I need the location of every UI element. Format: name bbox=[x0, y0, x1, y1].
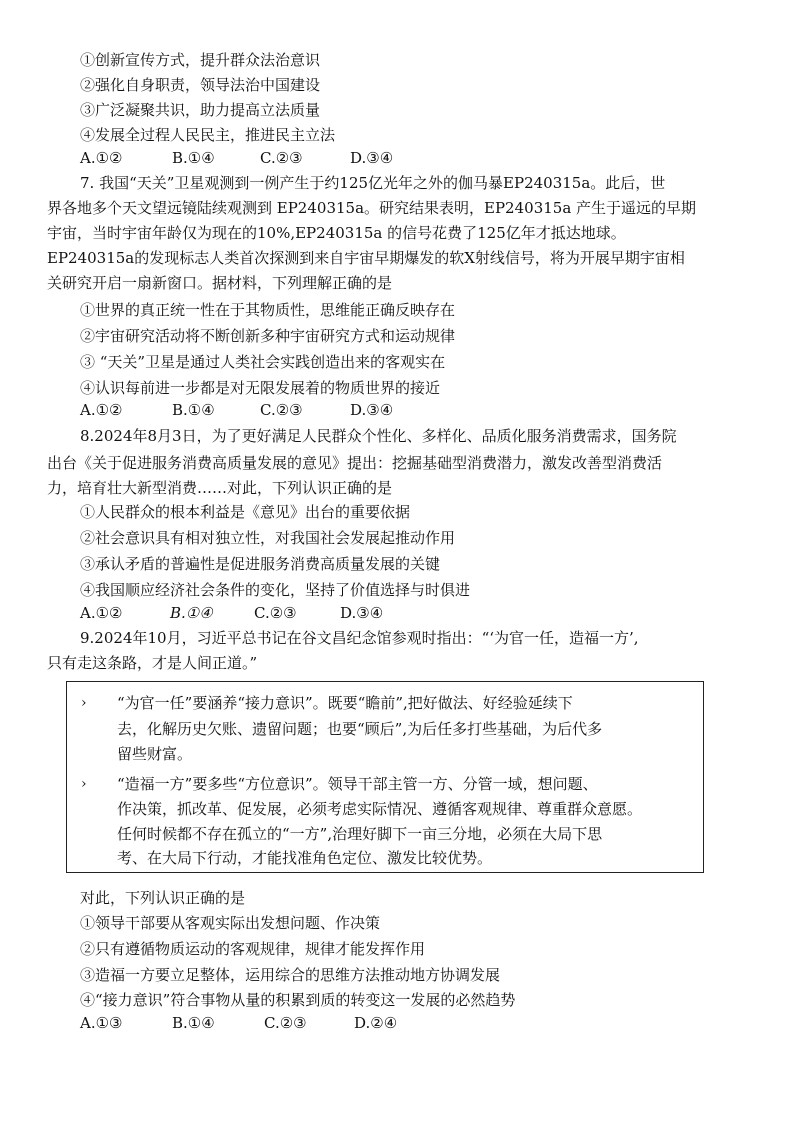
bullet-arrow-icon: › bbox=[81, 776, 87, 792]
quote-p1-line-2: 去，化解历史欠账、遗留问题；也要“顾后”,为后任多打些基础，为后代多 bbox=[117, 720, 603, 738]
q8-item-2: ②社会意识具有相对独立性，对我国社会发展起推动作用 bbox=[80, 529, 456, 547]
q9-stem-line-1: 9.2024年10月，习近平总书记在谷文昌纪念馆参观时指出：“‘为官一任，造福一方’, bbox=[80, 629, 639, 647]
q9-options bbox=[80, 1012, 397, 1034]
quote-p2-line-4: 考、在大局下行动，才能找准角色定位、激发比较优势。 bbox=[117, 849, 493, 867]
q8-stem-line-1: 8.2024年8月3日，为了更好满足人民群众个性化、多样化、品质化服务消费需求，国务院 bbox=[80, 427, 677, 445]
q9-item-4: ④“接力意识”符合事物从量的积累到质的转变这一发展的必然趋势 bbox=[80, 991, 516, 1009]
q9-option-c: C.②③ bbox=[264, 1014, 307, 1032]
q8-item-3: ③承认矛盾的普遍性是促进服务消费高质量发展的关键 bbox=[80, 555, 441, 573]
q6-option-c: C.②③ bbox=[260, 149, 303, 167]
q9-item-2: ②只有遵循物质运动的客观规律，规律才能发挥作用 bbox=[80, 940, 426, 958]
quote-p1-line-1: “为官一任”要涵养“接力意识”。既要“瞻前”,把好做法、好经验延续下 bbox=[117, 694, 573, 712]
q7-item-2: ②宇宙研究活动将不断创新多种宇宙研究方式和运动规律 bbox=[80, 327, 456, 345]
quote-p1-line-3: 留些财富。 bbox=[117, 745, 193, 763]
q9-option-b: B.①④ bbox=[172, 1014, 215, 1032]
bullet-arrow-icon: › bbox=[81, 695, 87, 711]
q6-item-1: ①创新宣传方式，提升群众法治意识 bbox=[80, 51, 321, 69]
q7-stem-line-4: EP240315a的发现标志人类首次探测到来自宇宙早期爆发的软X射线信号，将为开展早期宇宙相 bbox=[47, 249, 685, 267]
q8-options bbox=[80, 602, 383, 624]
q6-option-d: D.③④ bbox=[350, 149, 394, 167]
q8-stem-line-2: 出台《关于促进服务消费高质量发展的意见》提出：挖掘基础型消费潜力，激发改善型消费活 bbox=[47, 454, 663, 472]
q7-option-c: C.②③ bbox=[260, 401, 303, 419]
q8-option-b: B.①④ bbox=[170, 604, 213, 622]
q7-item-4: ④认识每前进一步都是对无限发展着的物质世界的接近 bbox=[80, 379, 441, 397]
q7-option-d: D.③④ bbox=[350, 401, 394, 419]
quote-p2-line-1: “造福一方”要多些“方位意识”。领导干部主管一方、分管一域，想问题、 bbox=[117, 775, 598, 793]
q9-stem-line-2: 只有走这条路，才是人间正道。” bbox=[47, 654, 258, 672]
q7-option-b: B.①④ bbox=[172, 401, 215, 419]
q6-options bbox=[80, 147, 393, 169]
q7-stem-line-5: 关研究开启一扇新窗口。据材料，下列理解正确的是 bbox=[47, 274, 393, 292]
quote-box bbox=[66, 681, 704, 873]
q9-option-a: A.①③ bbox=[80, 1014, 123, 1032]
q7-stem-line-1: 7. 我国“天关”卫星观测到一例产生于约125亿光年之外的伽马暴EP240315a。此后，世 bbox=[80, 174, 666, 192]
q8-option-d: D.③④ bbox=[340, 604, 384, 622]
q9-prompt: 对此，下列认识正确的是 bbox=[80, 889, 246, 907]
q8-item-4: ④我国顺应经济社会条件的变化，坚持了价值选择与时俱进 bbox=[80, 581, 471, 599]
q6-item-3: ③广泛凝聚共识，助力提高立法质量 bbox=[80, 101, 321, 119]
q8-option-c: C.②③ bbox=[254, 604, 297, 622]
q7-stem-line-2: 界各地多个天文望远镜陆续观测到 EP240315a。研究结果表明，EP240315a 产生于遥远的早期 bbox=[47, 199, 697, 217]
q7-options bbox=[80, 399, 393, 421]
q8-item-1: ①人民群众的根本利益是《意见》出台的重要依据 bbox=[80, 503, 411, 521]
q7-item-3: ③ “天关”卫星是通过人类社会实践创造出来的客观实在 bbox=[80, 353, 446, 371]
quote-p2-line-3: 任何时候都不存在孤立的“一方”,治理好脚下一亩三分地，必须在大局下思 bbox=[117, 825, 603, 843]
q7-stem-line-3: 宇宙，当时宇宙年龄仅为现在的10%,EP240315a 的信号花费了125亿年才抵达地球。 bbox=[47, 224, 626, 242]
q7-item-1: ①世界的真正统一性在于其物质性，思维能正确反映存在 bbox=[80, 301, 456, 319]
quote-p2-line-2: 作决策，抓改革、促发展，必须考虑实际情况、遵循客观规律、尊重群众意愿。 bbox=[117, 800, 643, 818]
q9-option-d: D.②④ bbox=[354, 1014, 398, 1032]
q8-stem-line-3: 力，培育壮大新型消费……对此，下列认识正确的是 bbox=[47, 479, 393, 497]
q6-item-4: ④发展全过程人民民主，推进民主立法 bbox=[80, 126, 336, 144]
q9-item-3: ③造福一方要立足整体，运用综合的思维方法推动地方协调发展 bbox=[80, 966, 501, 984]
q9-item-1: ①领导干部要从客观实际出发想问题、作决策 bbox=[80, 914, 381, 932]
q6-item-2: ②强化自身职责，领导法治中国建设 bbox=[80, 76, 321, 94]
q8-option-a: A.①② bbox=[80, 604, 123, 622]
q7-option-a: A.①② bbox=[80, 401, 123, 419]
q6-option-a: A.①② bbox=[80, 149, 123, 167]
q6-option-b: B.①④ bbox=[172, 149, 215, 167]
